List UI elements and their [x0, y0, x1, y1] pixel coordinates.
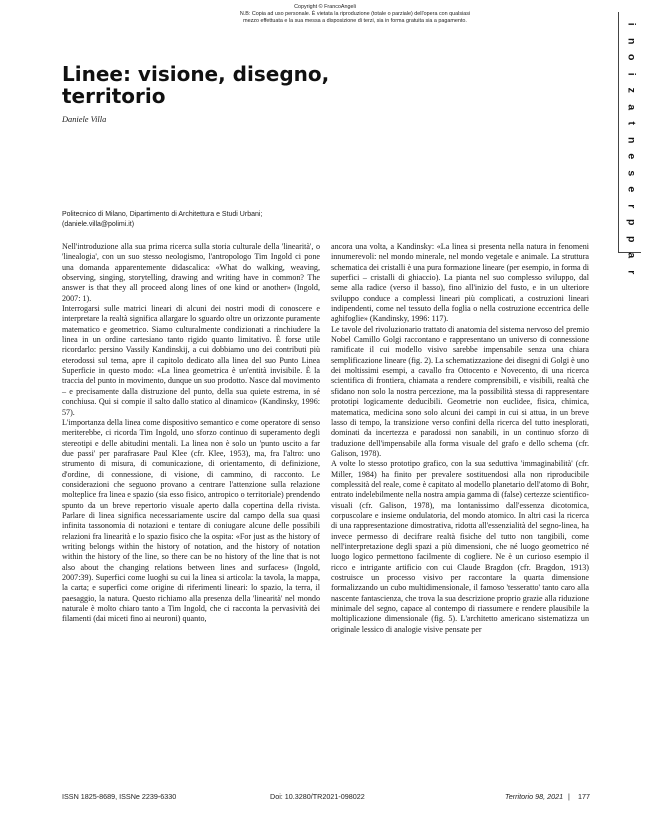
side-tab-letter: i	[625, 72, 638, 76]
section-side-tab	[618, 12, 641, 274]
side-tab-letter: o	[625, 54, 638, 61]
side-tab-letter: z	[625, 87, 638, 93]
side-tab-letter: i	[625, 22, 638, 26]
section-side-tab-label	[624, 16, 638, 280]
side-tab-letter: n	[625, 136, 638, 143]
side-tab-letter: e	[625, 153, 638, 160]
side-tab-letter: r	[625, 203, 638, 208]
paragraph: A volte lo stesso prototipo grafico, con la sua seduttiva 'immaginabilità' (cfr. Miller, 1984) ha finito per prevalere sostituendosi alla non riproducibile complessità del reale, come è capitato al modello planetario dell'atomo di Bohr, entrato indelebilmente nella nostra ampia gamma di (false) certezze scientifico-visuali (cfr. Galison, 1978), ma lontanissimo dall'essenza dicotomica, corpuscolare e insieme ondulatoria, del mondo atomico. In altri casi la ricerca di una rappresentazione dimostrativa, ridotta all'essenzialità del segno-linea, ha invece permesso di decifrare realtà fisiche del tutto non tangibili, come nell'interpretazione degli spazi a più dimensioni, che né luogo geometrico né luogo logico permettono facilmente di cogliere. Ne è un curioso esempio il ricco e intrigante artificio con cui Claude Bragdon (cfr. Bragdon, 1913) costruisce un processo visivo per raccontare la quarta dimensione formalizzando un cubo multidimensionale, il famoso 'tesseratto' tanto caro alla nascente fantascienza, che trova la sua descrizione proprio grazie alla riduzione minimale del segno, capace al contempo di riassumere e rendere plausibile la moltiplicazione dimensionale (fig. 5). L'architetto americano sistematizza un originale lessico di analogie visive pensate per	[331, 459, 589, 634]
article-title: Linee: visione, disegno, territorio	[62, 62, 330, 108]
paragraph: Nell'introduzione alla sua prima ricerca sulla storia culturale della 'linearità', o 'linealogia', con un suo stesso neologismo, l'antropologo Tim Ingold ci pone una domanda apparentemente didascalica: «What do walking, weaving, observing, singing, storytelling, drawing and writing have in common? The answer is that they all proceed along lines of one kind or another» (Ingold, 2007: 1).	[62, 242, 320, 303]
side-tab-letter: a	[625, 252, 638, 259]
copyright-line-2: N.B: Copia ad uso personale. È vietata la riproduzione (totale o parziale) dell'opera con qualsiasi	[239, 11, 471, 17]
paragraph: Le tavole del rivoluzionario trattato di anatomia del sistema nervoso del premio Nobel Camillo Golgi raccontano e rappresentano un universo di connessione ramificate il cui modello visivo sarebbe impensabile senza una chiara semplificazione lineare (fig. 2). La schematizzazione dei disegni di Golgi è uno dei moltissimi esempi, a cavallo fra Ottocento e Novecento, di una ricerca scientifica di frontiera, chiamata a rendere comprensibili, e visibili, realtà che sfidano non solo la nostra percezione, ma la possibilità stessa di rappresentare prototipi logicamente deducibili. Geometrie non euclidee, fisica, chimica, matematica, medicina sono solo alcuni dei campi in cui si attua, in un breve lasso di tempo, la transizione verso confini della ricerca del tutto inesplorati, dominati da incertezza e paradossi non sanabili, in un continuo sforzo di traduzione dell'impensabile alla forma visuale del grafo e dello schema (cfr. Galison, 1978).	[331, 324, 589, 458]
side-tab-letter: s	[625, 169, 638, 176]
side-tab-letter: a	[625, 103, 638, 110]
footer-journal: Territorio 98, 2021	[505, 792, 564, 801]
side-tab-letter: r	[625, 269, 638, 274]
side-tab-letter: t	[625, 121, 638, 125]
body-column-left	[62, 242, 320, 625]
side-tab-letter: e	[625, 186, 638, 193]
side-tab-letter: n	[625, 37, 638, 44]
footer-separator: |	[568, 792, 570, 801]
affiliation-email: (daniele.villa@polimi.it)	[62, 220, 135, 228]
copyright-line-3: mezzo effettuata e la sua messa a disposizione di terzi, sia in forma gratuita sia a pagamento.	[243, 18, 467, 24]
copyright-notice	[0, 4, 650, 25]
article-author: Daniele Villa	[62, 115, 107, 124]
footer-issn: ISSN 1825-8689, ISSNe 2239-6330	[62, 792, 177, 801]
affiliation-institution: Politecnico di Milano, Dipartimento di Architettura e Studi Urbani;	[62, 211, 263, 218]
author-affiliation	[62, 210, 332, 229]
copyright-line-1: Copyright © FrancoAngeli	[294, 4, 356, 10]
body-column-right	[331, 242, 589, 635]
side-tab-letter: p	[625, 219, 638, 226]
side-tab-letter: p	[625, 235, 638, 242]
paragraph: L'importanza della linea come dispositivo semantico e come operatore di senso meriterebbe, ci ricorda Tim Ingold, uno sforzo continuo di superamento degli stereotipi e delle abitudini mentali. La linea non è solo un 'punto uscito a far due passi' per parafrasare Paul Klee (cfr. Klee, 1953), ma, fra l'altro: uno strumento di misura, di comunicazione, di orientamento, di definizione, d'ordine, di connessione, di visione, di cammino, di racconto. Le considerazioni che seguono provano a centrare l'attenzione sulla relazione molteplice fra linea e spazio (sia esso fisico, antropico o territoriale) prendendo spunto da un breve repertorio visuale aperto dalla copertina della rivista. Parlare di linea significa necessariamente uscire dal campo della sua quasi infinita tassonomia di notazioni e tentare di coniugare alcune delle possibili relazioni fra linearità e lo spazio fisico che la ospita: «For just as the history of writing belongs within the history of notation, and the history of notation within the history of the line, so there can be no history of the line that is not also about the changing relations between lines and surfaces» (Ingold, 2007:39). Superfici come luoghi su cui la linea si articola: la tavola, la mappa, la carta; e superfici come origine di riferimenti lineari: lo spazio, la terra, il paesaggio, la natura. Questo richiamo alla presenza della 'linearità' nel mondo naturale è molto chiaro tanto a Tim Ingold, che ci racconta la pervasività dei filamenti (dai miceti fino ai neuroni) quanto,	[62, 417, 320, 624]
footer-doi: Doi: 10.3280/TR2021-098022	[270, 792, 365, 801]
paragraph: Interrogarsi sulle matrici lineari di alcuni dei nostri modi di conoscere e interpretare la realtà significa allargare lo sguardo oltre un orizzonte puramente matematico e geometrico. Siamo culturalmente condizionati a rinchiudere la linea in un ordine cartesiano tanto rigido quanto limitativo. È forse utile ricordarlo: persino Vassily Kandinskij, a cui dobbiamo uno dei contributi più eterodossi sul tema, apre il capitolo dedicato alla linea del suo Punto Linea Superficie in questo modo: «La linea geometrica è un'entità invisibile. È la traccia del punto in movimento, dunque un suo prodotto. Nasce dal movimento – e precisamente dalla distruzione del punto, della sua quiete estrema, in sé conchiusa. Qui si compie il salto dallo statico al dinamico» (Kandinsky, 1996: 57).	[62, 304, 320, 417]
page-number: 177	[578, 792, 590, 801]
paragraph: ancora una volta, a Kandinsky: «La linea si presenta nella natura in fenomeni innumerevoli: nel mondo minerale, nel mondo vegetale e animale. La struttura schematica dei cristalli è una pura formazione lineare (per esempio, in forma di superfici – cristalli di ghiaccio). La pianta nel suo complesso sviluppo, dal seme alla radice (verso il basso), fino all'inizio del fusto, e in un ulteriore sviluppo conduce a complessi lineari più complicati, a costruzioni lineari indipendenti, come nel tessuto della foglia o nella costruzione eccentrica delle aghifoglie» (Kandinsky, 1996: 117).	[331, 242, 589, 324]
